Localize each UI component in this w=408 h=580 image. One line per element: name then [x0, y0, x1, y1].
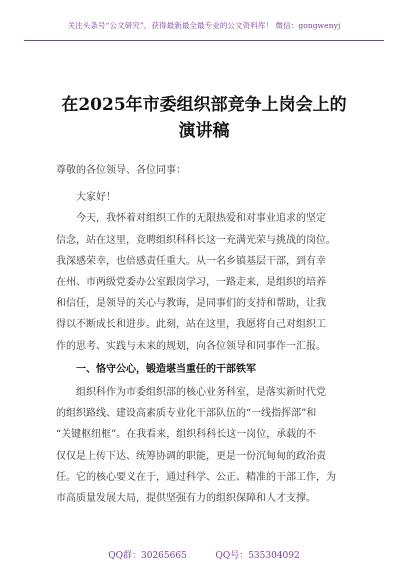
document-body: [56, 160, 350, 509]
section-heading: 一、恪守公心，锻造堪当重任的干部铁军: [76, 363, 256, 375]
title-line-2: 演讲稿: [178, 121, 230, 141]
title-line-1: 在2025年市委组织部竞争上岗会上的: [61, 95, 347, 115]
header-divider: [24, 40, 384, 41]
footer-qq-group: QQ群：30265665: [108, 551, 187, 561]
paragraph-line: 仅仅是上传下达、统筹协调的职能，更是一份沉甸甸的政治责: [56, 450, 326, 462]
paragraph-line: 得以不断成长和进步。此刻，站在这里，我愿将自己对组织工: [56, 319, 326, 331]
greeting: 大家好！: [76, 192, 116, 204]
document-title: [40, 92, 368, 144]
header-banner: 关注头条号“公文研究”，获得最新最全最专业的公文资料库！ 微信：gongwenyj: [67, 21, 341, 30]
footer-contact: [0, 548, 408, 561]
paragraph-line: “关键枢纽框”。在我看来，组织科科长这一岗位，承载的不: [56, 429, 317, 441]
paragraph-line: 组织科作为市委组织部的核心业务科室，是落实新时代党: [76, 387, 326, 399]
paragraph-line: 信念，站在这里，竞聘组织科科长这一充满光荣与挑战的岗位。: [56, 234, 336, 246]
paragraph-line: 任。它的核心要义在于，通过科学、公正、精准的干部工作，为: [56, 471, 336, 483]
paragraph-line: 和信任，是领导的关心与教诲，是同事们的支持和帮助，让我: [56, 298, 326, 310]
paragraph-line: 的组织路线、建设高素质专业化干部队伍的“一线指挥部”和: [56, 408, 317, 420]
paragraph-2: [56, 382, 350, 509]
footer-qq-number: QQ号：535304092: [215, 551, 300, 561]
paragraph-line: 今天，我怀着对组织工作的无限热爱和对事业追求的坚定: [76, 213, 326, 225]
salutation: 尊敬的各位领导、各位同事：: [56, 165, 186, 176]
paragraph-line: 在州、市两级党委办公室跟岗学习，一路走来，是组织的培养: [56, 277, 326, 289]
paragraph-1: [56, 208, 350, 356]
paragraph-line: 市高质量发展大局，提供坚强有力的组织保障和人才支撑。: [56, 493, 316, 505]
paragraph-line: 我深感荣幸，也倍感责任重大。从一名乡镇基层干部，到有幸: [56, 255, 326, 267]
paragraph-line: 作的思考、实践与未来的规划，向各位领导和同事作一汇报。: [56, 340, 326, 352]
